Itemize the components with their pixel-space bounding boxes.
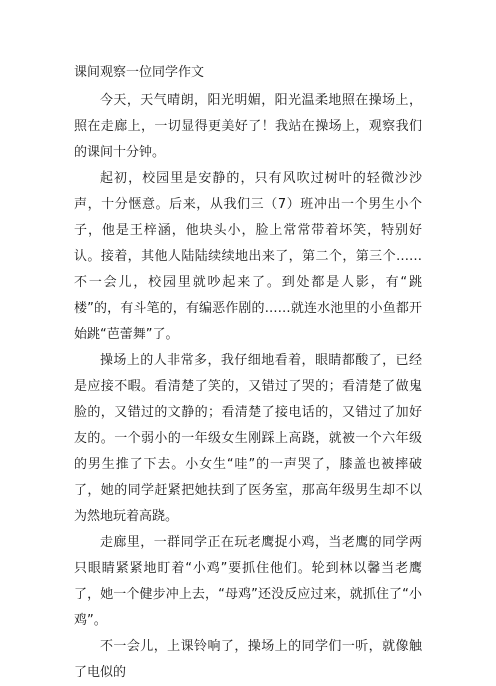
- paragraph: 操场上的人非常多，我仔细地看着，眼睛都酸了，已经是应接不暇。看清楚了笑的，又错过了哭的；看清楚了做鬼脸的，又错过的文静的；看清楚了接电话的，又错过了加好友的。一个弱小的一年级女生刚踩上高跷，就被一个六年级的男生推了下去。小女生“哇”的一声哭了，膝盖也被摔破了，她的同学赶紧把她扶到了医务室，那高年级男生却不以为然地玩着高跷。: [74, 353, 422, 524]
- paragraph: 不一会儿，上课铃响了，操场上的同学们一听，就像触了电似的: [74, 639, 422, 680]
- essay-title: 课间观察一位同学作文: [74, 65, 205, 80]
- essay-body: [74, 88, 422, 686]
- paragraph: 起初，校园里是安静的，只有风吹过树叶的轻微沙沙声，十分惬意。后来，从我们三（7）班冲出一个男生小个子，他是王梓涵，他块头小，脸上常常带着坏笑，特别好认。接着，其他人陆陆续续地出来了，第二个，第三个……不一会儿，校园里就吵起来了。到处都是人影，有“跳楼”的，有斗笔的，有编恶作剧的……就连水池里的小鱼都开始跳“芭蕾舞”了。: [74, 171, 422, 342]
- paragraph: 今天，天气晴朗，阳光明媚，阳光温柔地照在操场上，照在走廊上，一切显得更美好了！我站在操场上，观察我们的课间十分钟。: [74, 93, 422, 160]
- paragraph: 走廊里，一群同学正在玩老鹰捉小鸡，当老鹰的同学两只眼睛紧紧地盯着“小鸡”要抓住他们。轮到林以馨当老鹰了，她一个健步冲上去，“母鸡”还没反应过来，就抓住了“小鸡”。: [74, 535, 422, 628]
